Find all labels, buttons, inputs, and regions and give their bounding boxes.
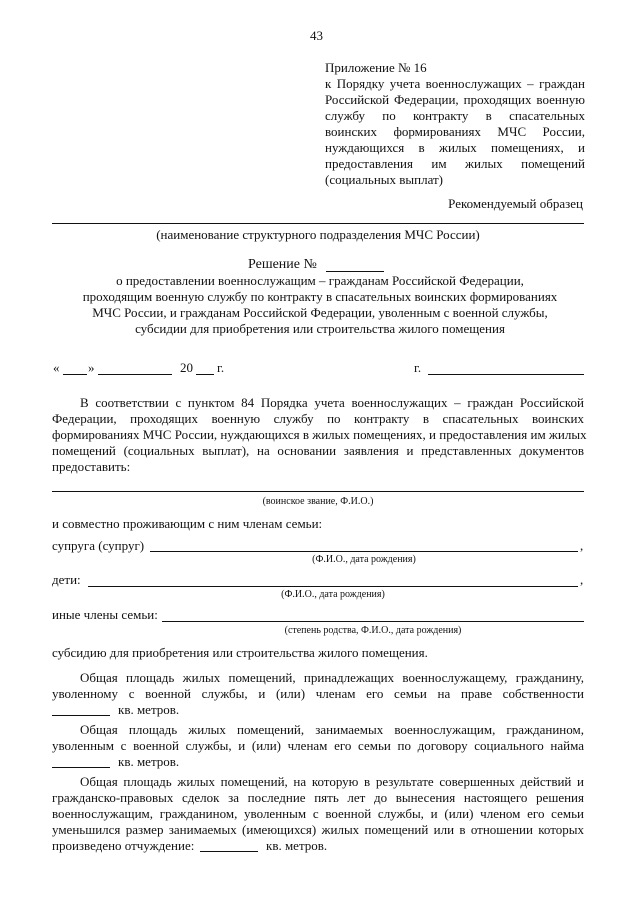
appendix-line: (социальных выплат) [325, 172, 444, 187]
decision-subtitle-line: о предоставлении военнослужащим – гражданам Российской Федерации, [116, 273, 524, 288]
intro-line: помещений (социальных выплат), на основании заявления и представленных документов [52, 443, 584, 458]
date-year-prefix: 20 [180, 360, 193, 375]
children-line [88, 586, 578, 587]
family-intro: и совместно проживающим с ним членам семьи: [52, 516, 323, 531]
appendix-title: Приложение № 16 [325, 60, 427, 75]
spouse-line [150, 551, 578, 552]
alienation-label: произведено отчуждение: [52, 838, 195, 853]
intro-line: В соответствии с пунктом 84 Порядка учета военнослужащих – граждан Российской [80, 395, 584, 410]
area-social-unit: кв. метров. [118, 754, 180, 769]
alienation-value-line [200, 851, 258, 852]
appendix-line: нуждающихся в жилых помещениях, и [325, 140, 585, 155]
unit-name-line [52, 223, 584, 224]
city-suffix: г. [414, 360, 422, 375]
rank-caption: (воинское звание, Ф.И.О.) [262, 496, 374, 507]
intro-line: формированиях МЧС России, нуждающихся в жилых помещениях, и предоставления им жилых [52, 427, 587, 442]
city-line [428, 374, 584, 375]
area-social-value-line [52, 767, 110, 768]
others-caption: (степень родства, Ф.И.О., дата рождения) [284, 625, 462, 636]
others-label: иные члены семьи: [52, 607, 158, 622]
others-line [162, 621, 584, 622]
area-owned-line: уволенному с военной службы, и (или) членам его семьи на праве собственности [52, 686, 584, 701]
area-reduced-line: гражданско-правовых сделок за последние пять лет до вынесения настоящего решения [52, 790, 584, 805]
spouse-label: супруга (супруг) [52, 538, 145, 553]
decision-subtitle-line: проходящим военную службу по контракту в спасательных воинских формированиях [82, 289, 558, 304]
children-comma: , [580, 572, 584, 587]
date-open-quote: « [53, 360, 60, 375]
children-label: дети: [52, 572, 81, 587]
page-number: 43 [310, 28, 323, 43]
decision-subtitle-line: МЧС России, и гражданам Российской Федерации, уволенным с военной службы, [92, 305, 548, 320]
area-reduced-line: военнослужащим, гражданином, уволенным с военной службы, и (или) членом его семьи [52, 806, 584, 821]
provide-label: предоставить: [52, 459, 131, 474]
area-owned-value-line [52, 715, 110, 716]
appendix-line: воинских формированиях МЧС России, [325, 124, 585, 139]
appendix-line: службу по контракту в спасательных [325, 108, 585, 123]
area-reduced-line: уменьшился размер занимаемых (имеющихся) жилых помещений или в отношении которых [52, 822, 584, 837]
appendix-line: Российской Федерации, проходящих военную [325, 92, 585, 107]
children-caption: (Ф.И.О., дата рождения) [281, 589, 385, 600]
subsidy-line: субсидию для приобретения или строительства жилого помещения. [52, 645, 428, 660]
area-reduced-line: Общая площадь жилых помещений, на которую в результате совершенных действий и [80, 774, 584, 789]
date-month-line [98, 374, 172, 375]
date-day-line [63, 374, 87, 375]
area-social-line: уволенным с военной службы, и (или) членам его семьи по договору социального найма [52, 738, 584, 753]
decision-title: Решение № [248, 257, 317, 272]
area-social-line: Общая площадь жилых помещений, занимаемых военнослужащим, гражданином, [80, 722, 584, 737]
spouse-comma: , [580, 538, 584, 553]
recommended-sample: Рекомендуемый образец [448, 196, 583, 211]
decision-number-line [326, 271, 384, 272]
appendix-line: предоставления им жилых помещений [325, 156, 585, 171]
alienation-unit: кв. метров. [266, 838, 328, 853]
appendix-line: к Порядку учета военнослужащих – граждан [325, 76, 585, 91]
date-year-suffix: г. [217, 360, 225, 375]
date-year-line [196, 374, 214, 375]
area-owned-unit: кв. метров. [118, 702, 180, 717]
unit-caption: (наименование структурного подразделения МЧС России) [156, 227, 480, 242]
spouse-caption: (Ф.И.О., дата рождения) [312, 554, 416, 565]
decision-subtitle-line: субсидии для приобретения или строительства жилого помещения [135, 321, 505, 336]
intro-line: Федерации, проходящих военную службу по контракту в спасательных воинских [52, 411, 584, 426]
area-owned-line: Общая площадь жилых помещений, принадлежащих военнослужащему, гражданину, [80, 670, 584, 685]
recipient-line [52, 491, 584, 492]
date-close-quote: » [88, 360, 95, 375]
